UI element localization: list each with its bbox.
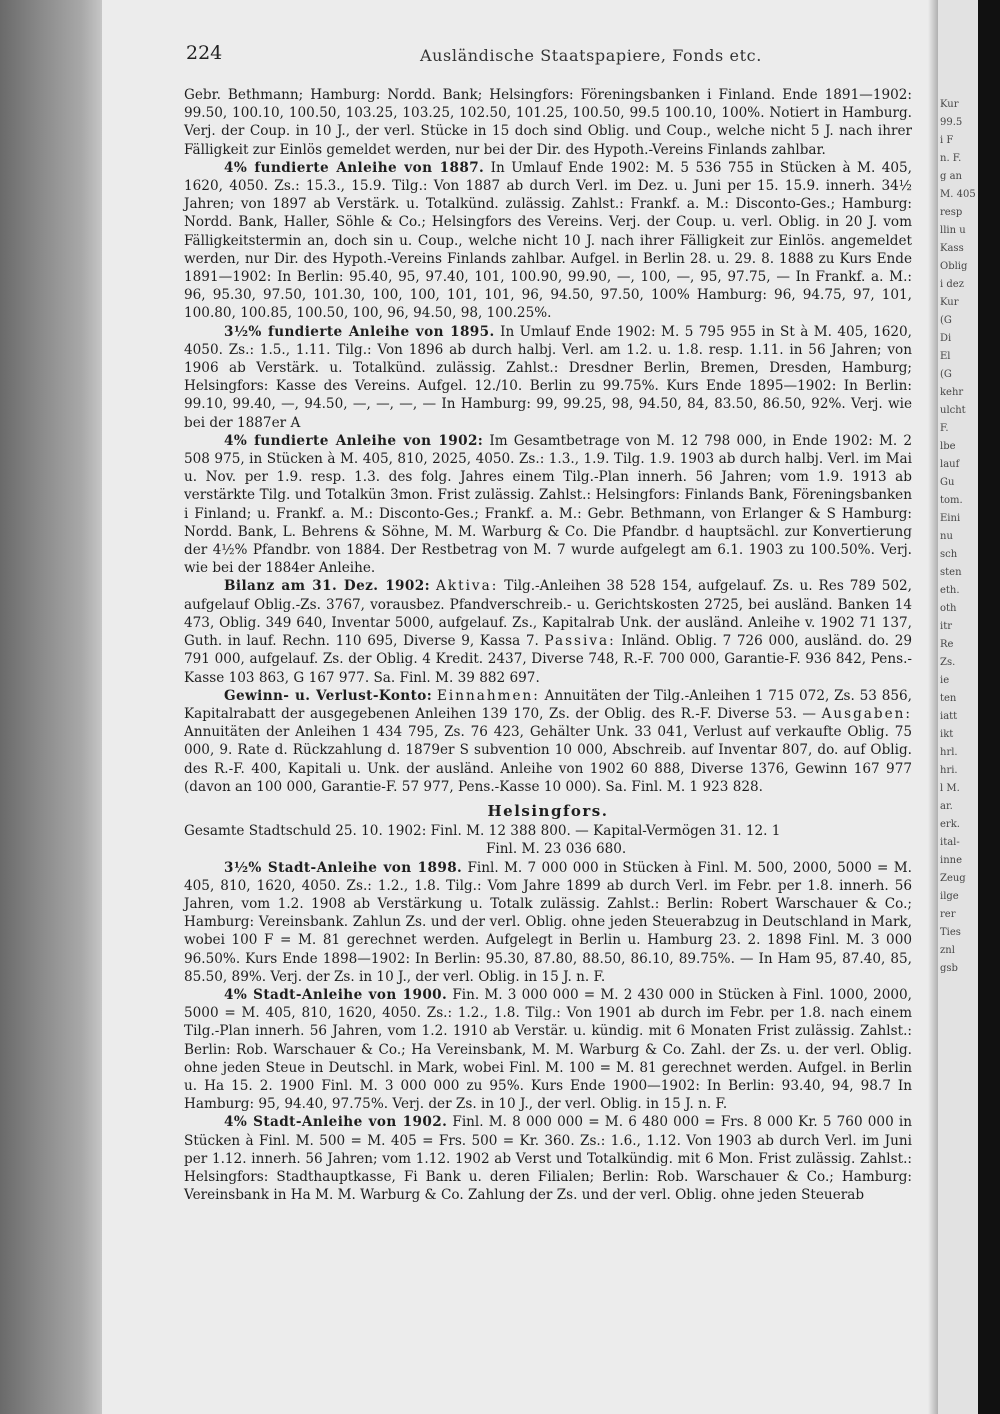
next-page-fragment: (G xyxy=(940,315,952,326)
heading-anleihe-1887: 4% fundierte Anleihe von 1887. xyxy=(224,159,485,176)
next-page-fragment: ar. xyxy=(940,801,953,812)
next-page-fragment: ulcht xyxy=(940,405,966,416)
debt-line-1: Gesamte Stadtschuld 25. 10. 1902: Finl. M. 12 388 800. — Kapital-Vermögen 31. 12. 1 xyxy=(184,823,781,840)
paragraph-gewinn-verlust: Gewinn- u. Verlust-Konto: Einnahmen: Annuitäten der Tilg.-Anleihen 1 715 072, Zs. 53 856, Kapitalrabatt der ausgegebenen Anleihen 139 170, Zs. der Oblig. des R.-F. Diverse 53. — Ausgaben: Annuitäten der Anleihen 1 434 795, Zs. 76 423, Gehälter Unk. 33 041, Verlust auf verkaufte Oblig. 75 000, 9. Rate d. Rückzahlung d. 1879er S subvention 10 000, Abschreib. auf Inventar 807, do. auf Oblig. des R.-F. 400, Kapitali u. Unk. der ausländ. Anleihe von 1902 60 888, Diverse 1376, Gewinn 167 977 (davon an 100 000, Garantie-F. 57 977, Pens.-Kasse 10 000). Sa. Finl. M. 1 923 828. xyxy=(184,687,912,795)
next-page-fragment: resp xyxy=(940,207,963,218)
label-einnahmen: Einnahmen: xyxy=(436,687,540,704)
heading-anleihe-1902: 4% fundierte Anleihe von 1902: xyxy=(224,432,484,449)
paragraph-bilanz: Bilanz am 31. Dez. 1902: Aktiva: Tilg.-Anleihen 38 528 154, aufgelauf. Zs. u. Res 789 502, aufgelauf Oblig.-Zs. 3767, vorausbez. Pfandverschreib.- u. Gerichtskosten 2725, bei ausländ. Banken 14 473, Oblig. 349 640, Inventar 5000, aufgelauf. Zs., Kapitalrab Unk. der ausländ. Anleihe v. 1902 71 137, Guth. in lauf. Rechn. 110 695, Diverse 9, Kassa 7. Passiva: Inländ. Oblig. 7 726 000, ausländ. do. 29 791 000, aufgelauf. Zs. der Oblig. 4 Kredit. 2437, Diverse 748, R.-F. 700 000, Garantie-F. 936 842, Pens.-Kasse 103 863, G 167 977. Sa. Finl. M. 39 882 697. xyxy=(184,578,912,686)
heading-stadt-anleihe-1900: 4% Stadt-Anleihe von 1900. xyxy=(224,986,448,1003)
next-page-fragment: lbe xyxy=(940,441,956,452)
next-page-fragment: Zs. xyxy=(940,657,956,668)
heading-stadt-anleihe-1902: 4% Stadt-Anleihe von 1902. xyxy=(224,1114,448,1131)
heading-gewinn-verlust: Gewinn- u. Verlust-Konto: xyxy=(224,687,433,704)
next-page-fragment: hrl. xyxy=(940,747,958,758)
next-page-fragment: Eini xyxy=(940,513,961,524)
next-page-fragment: iatt xyxy=(940,711,958,722)
next-page-fragment: hri. xyxy=(940,765,958,776)
next-page-fragment: i dez xyxy=(940,279,964,290)
next-page-fragment: kehr xyxy=(940,387,964,398)
next-page-fragment: itr xyxy=(940,621,952,632)
next-page-fragment: El xyxy=(940,351,951,362)
next-page-fragment: Di xyxy=(940,333,952,344)
next-page-fragment: i F xyxy=(940,135,954,146)
next-page-fragment: lauf xyxy=(940,459,960,470)
next-page-fragment: znl xyxy=(940,945,955,956)
paragraph-anleihe-1887: 4% fundierte Anleihe von 1887. In Umlauf Ende 1902: M. 5 536 755 in Stücken à M. 405, 1620, 4050. Zs.: 15.3., 15.9. Tilg.: Von 1887 ab durch Verl. im Dez. u. Juni per 15. 15.9. innerh. 34½ Jahren; von 1897 ab Verstärk. u. Totalkünd. zulässig. Zahlst.: Frankf. a. M.: Disconto-Ges.; Hamburg: Nordd. Bank, Haller, Söhle & Co.; Helsingfors des Vereins. Verj. der Coup. u. verl. Oblig. in 20 J. vom Fälligkeitstermin an, doch sin u. Coup., welche nicht 10 J. nach ihrer Fälligkeit zur Einlös. angemeldet werden, nur Dir. des Hypoth.-Vereins Finlands zahlbar. Aufgel. in Berlin 28. u. 29. 8. 1888 zu Kurs Ende 1891—1902: In Berlin: 95.40, 95, 97.40, 101, 100.90, 99.90, —, 100, —, 95, 97.75, — In Frankf. a. M.: 96, 95.30, 97.50, 101.30, 100, 100, 101, 101, 96, 94.50, 97.50, 100% Hamburg: 96, 94.75, 97, 101, 100.80, 100.85, 100.50, 100, 96, 94.50, 98, 100.25%. xyxy=(184,159,912,322)
paragraph-anleihe-1895: 3½% fundierte Anleihe von 1895. In Umlauf Ende 1902: M. 5 795 955 in St à M. 405, 1620, 4050. Zs.: 1.5., 1.11. Tilg.: Von 1896 ab durch halbj. Verl. am 1.2. u. 1.8. resp. 1.11. in 56 Jahren; von 1906 ab Verstärk. u. Totalkünd. zulässig. Zahlst.: Dresdner Berlin, Bremen, Dresden, Hamburg; Helsingfors: Kasse des Vereins. Aufgel. 12./10. Berlin zu 99.75%. Kurs Ende 1895—1902: In Berlin: 99.10, 99.40, —, 94.50, —, —, —, — In Hamburg: 99, 99.25, 98, 94.50, 84, 83.50, 86.50, 92%. Verj. wie bei der 1887er A xyxy=(184,323,912,431)
heading-anleihe-1895: 3½% fundierte Anleihe von 1895. xyxy=(224,323,495,340)
next-page-fragment: n. F. xyxy=(940,153,962,164)
next-page-fragment: Ties xyxy=(940,927,961,938)
next-page-fragment: tom. xyxy=(940,495,963,506)
next-page-fragment: (G xyxy=(940,369,952,380)
next-page-fragment: M. 405 xyxy=(940,189,976,200)
page-gutter xyxy=(928,0,938,1414)
label-ausgaben: Ausgaben: xyxy=(821,705,912,722)
next-page-fragment: rer xyxy=(940,909,956,920)
page-body xyxy=(184,86,912,1204)
next-page-fragment: oth xyxy=(940,603,957,614)
heading-stadt-anleihe-1898: 3½% Stadt-Anleihe von 1898. xyxy=(224,859,463,876)
scan-left-margin xyxy=(0,0,102,1414)
next-page-fragment: ie xyxy=(940,675,950,686)
scan-right-edge xyxy=(978,0,1000,1414)
paragraph-bethmann: Gebr. Bethmann; Hamburg: Nordd. Bank; Helsingfors: Föreningsbanken i Finland. Ende 1891—1902: 99.50, 100.10, 100.50, 103.25, 103.25, 102.50, 101.25, 100.50, 99.5 100.10, 100%. Notiert in Hamburg. Verj. der Coup. in 10 J., der verl. Stücke in 15 doch sind Oblig. und Coup., welche nicht 5 J. nach ihrer Fälligkeit zur Einlös gemeldet werden, nur bei der Dir. des Hypoth.-Vereins Finlands zahlbar. xyxy=(184,87,912,158)
paragraph-stadt-anleihe-1898: 3½% Stadt-Anleihe von 1898. Finl. M. 7 000 000 in Stücken à Finl. M. 500, 2000, 5000 = M. 405, 810, 1620, 4050. Zs.: 1.2., 1.8. Tilg.: Vom Jahre 1899 ab durch Verl. im Febr. per 1.8. innerh. 56 Jahren, vom 1.2. 1908 ab Verstärkung u. Totalk zulässig. Zahlst.: Berlin: Robert Warschauer & Co.; Hamburg: Vereinsbank. Zahlun Zs. und der verl. Oblig. ohne jeden Steuerabzug in Deutschland in Mark, wobei 100 F = M. 81 gerechnet werden. Aufgelegt in Berlin u. Hamburg 23. 2. 1898 Finl. M. 3 000 96.50%. Kurs Ende 1898—1902: In Berlin: 95.30, 87.80, 88.50, 86.10, 89.75%. — In Ham 95, 87.40, 85, 85.50, 89%. Verj. der Zs. in 10 J., der verl. Oblig. in 15 J. n. F. xyxy=(184,859,912,985)
next-page-fragment: Kur xyxy=(940,99,959,110)
next-page-fragment: 99.5 xyxy=(940,117,963,128)
next-page-fragment: Re xyxy=(940,639,954,650)
next-page-fragment: sten xyxy=(940,567,962,578)
label-passiva: Passiva: xyxy=(544,633,616,650)
page-number: 224 xyxy=(186,42,223,64)
next-page-edge xyxy=(938,0,978,1414)
heading-bilanz: Bilanz am 31. Dez. 1902: xyxy=(224,578,431,595)
city-heading-helsingfors: Helsingfors. xyxy=(487,801,609,820)
next-page-fragment: ilge xyxy=(940,891,959,902)
next-page-fragment: Zeug xyxy=(940,873,966,884)
next-page-fragment: llin u xyxy=(940,225,966,236)
next-page-fragment: Gu xyxy=(940,477,955,488)
next-page-fragment: gsb xyxy=(940,963,958,974)
paragraph-stadt-anleihe-1902: 4% Stadt-Anleihe von 1902. Finl. M. 8 000 000 = M. 6 480 000 = Frs. 8 000 Kr. 5 760 000 in Stücken à Finl. M. 500 = M. 405 = Frs. 500 = Kr. 360. Zs.: 1.6., 1.12. Von 1903 ab durch Verl. im Juni per 1.12. innerh. 56 Jahren; vom 1.12. 1902 ab Verst und Totalkündig. mit 6 Mon. Frist zulässig. Zahlst.: Helsingfors: Stadthauptkasse, Fi Bank u. deren Filialen; Berlin: Rob. Warschauer & Co.; Hamburg: Vereinsbank in Ha M. M. Warburg & Co. Zahlung der Zs. und der verl. Oblig. ohne jeden Steuerab xyxy=(184,1114,912,1204)
next-page-fragment: ital- xyxy=(940,837,960,848)
next-page-fragment: Oblig xyxy=(940,261,968,272)
label-aktiva: Aktiva: xyxy=(436,578,499,595)
next-page-fragment: erk. xyxy=(940,819,960,830)
next-page-fragment: Kur xyxy=(940,297,959,308)
next-page-fragment: sch xyxy=(940,549,958,560)
debt-line-2: Finl. M. 23 036 680. xyxy=(486,841,627,858)
next-page-fragment: inne xyxy=(940,855,962,866)
paragraph-stadt-anleihe-1900: 4% Stadt-Anleihe von 1900. Fin. M. 3 000 000 = M. 2 430 000 in Stücken à Finl. 1000, 2000, 5000 = M. 405, 810, 1620, 4050. Zs.: 1.2., 1.8. Tilg.: Von 1901 ab durch im Febr. per 1.8. nach einem Tilg.-Plan innerh. 56 Jahren, vom 1.2. 1910 ab Verstär. u. kündig. mit 6 Monaten Frist zulässig. Zahlst.: Berlin: Rob. Warschauer & Co.; Ha Vereinsbank, M. M. Warburg & Co. Zahl. der Zs. u. der verl. Oblig. ohne jeden Steue in Deutschl. in Mark, wobei Finl. M. 100 = M. 81 gerechnet werden. Aufgel. in Berlin u. Ha 15. 2. 1900 Finl. M. 3 000 000 zu 95%. Kurs Ende 1900—1902: In Berlin: 93.40, 94, 98.7 In Hamburg: 95, 94.40, 97.75%. Verj. der Zs. in 10 J., der verl. Oblig. in 15 J. n. F. xyxy=(184,986,912,1113)
next-page-fragment: eth. xyxy=(940,585,960,596)
next-page-fragment: F. xyxy=(940,423,949,434)
next-page-fragment: l M. xyxy=(940,783,960,794)
next-page-fragment: ikt xyxy=(940,729,954,740)
next-page-fragment: Kass xyxy=(940,243,964,254)
running-head: Ausländische Staatspapiere, Fonds etc. xyxy=(420,46,762,65)
next-page-fragment: ten xyxy=(940,693,957,704)
next-page-fragment: nu xyxy=(940,531,953,542)
paragraph-anleihe-1902: 4% fundierte Anleihe von 1902: Im Gesamtbetrage von M. 12 798 000, in Ende 1902: M. 2 508 975, in Stücken à M. 405, 810, 2025, 4050. Zs.: 1.3., 1.9. Tilg. 1.9. 1903 ab durch halbj. Verl. im Mai u. Nov. per 1.9. resp. 1.3. des folg. Jahres einem Tilg.-Plan innerh. 56 Jahren; vom 1.9. 1913 ab verstärkte Tilg. und Totalkün 3mon. Frist zulässig. Zahlst.: Helsingfors: Finlands Bank, Föreningsbanken i Finland; u. Frankf. a. M.: Disconto-Ges.; Frankf. a. M.: Gebr. Bethmann, von Erlanger & S Hamburg: Nordd. Bank, L. Behrens & Söhne, M. M. Warburg & Co. Die Pfandbr. d hauptsächl. zur Konvertierung der 4½% Pfandbr. von 1884. Der Restbetrag von M. 7 wurde aufgelegt am 6.1. 1903 zu 100.50%. Verj. wie bei der 1884er Anleihe. xyxy=(184,432,912,577)
next-page-fragment: g an xyxy=(940,171,962,182)
